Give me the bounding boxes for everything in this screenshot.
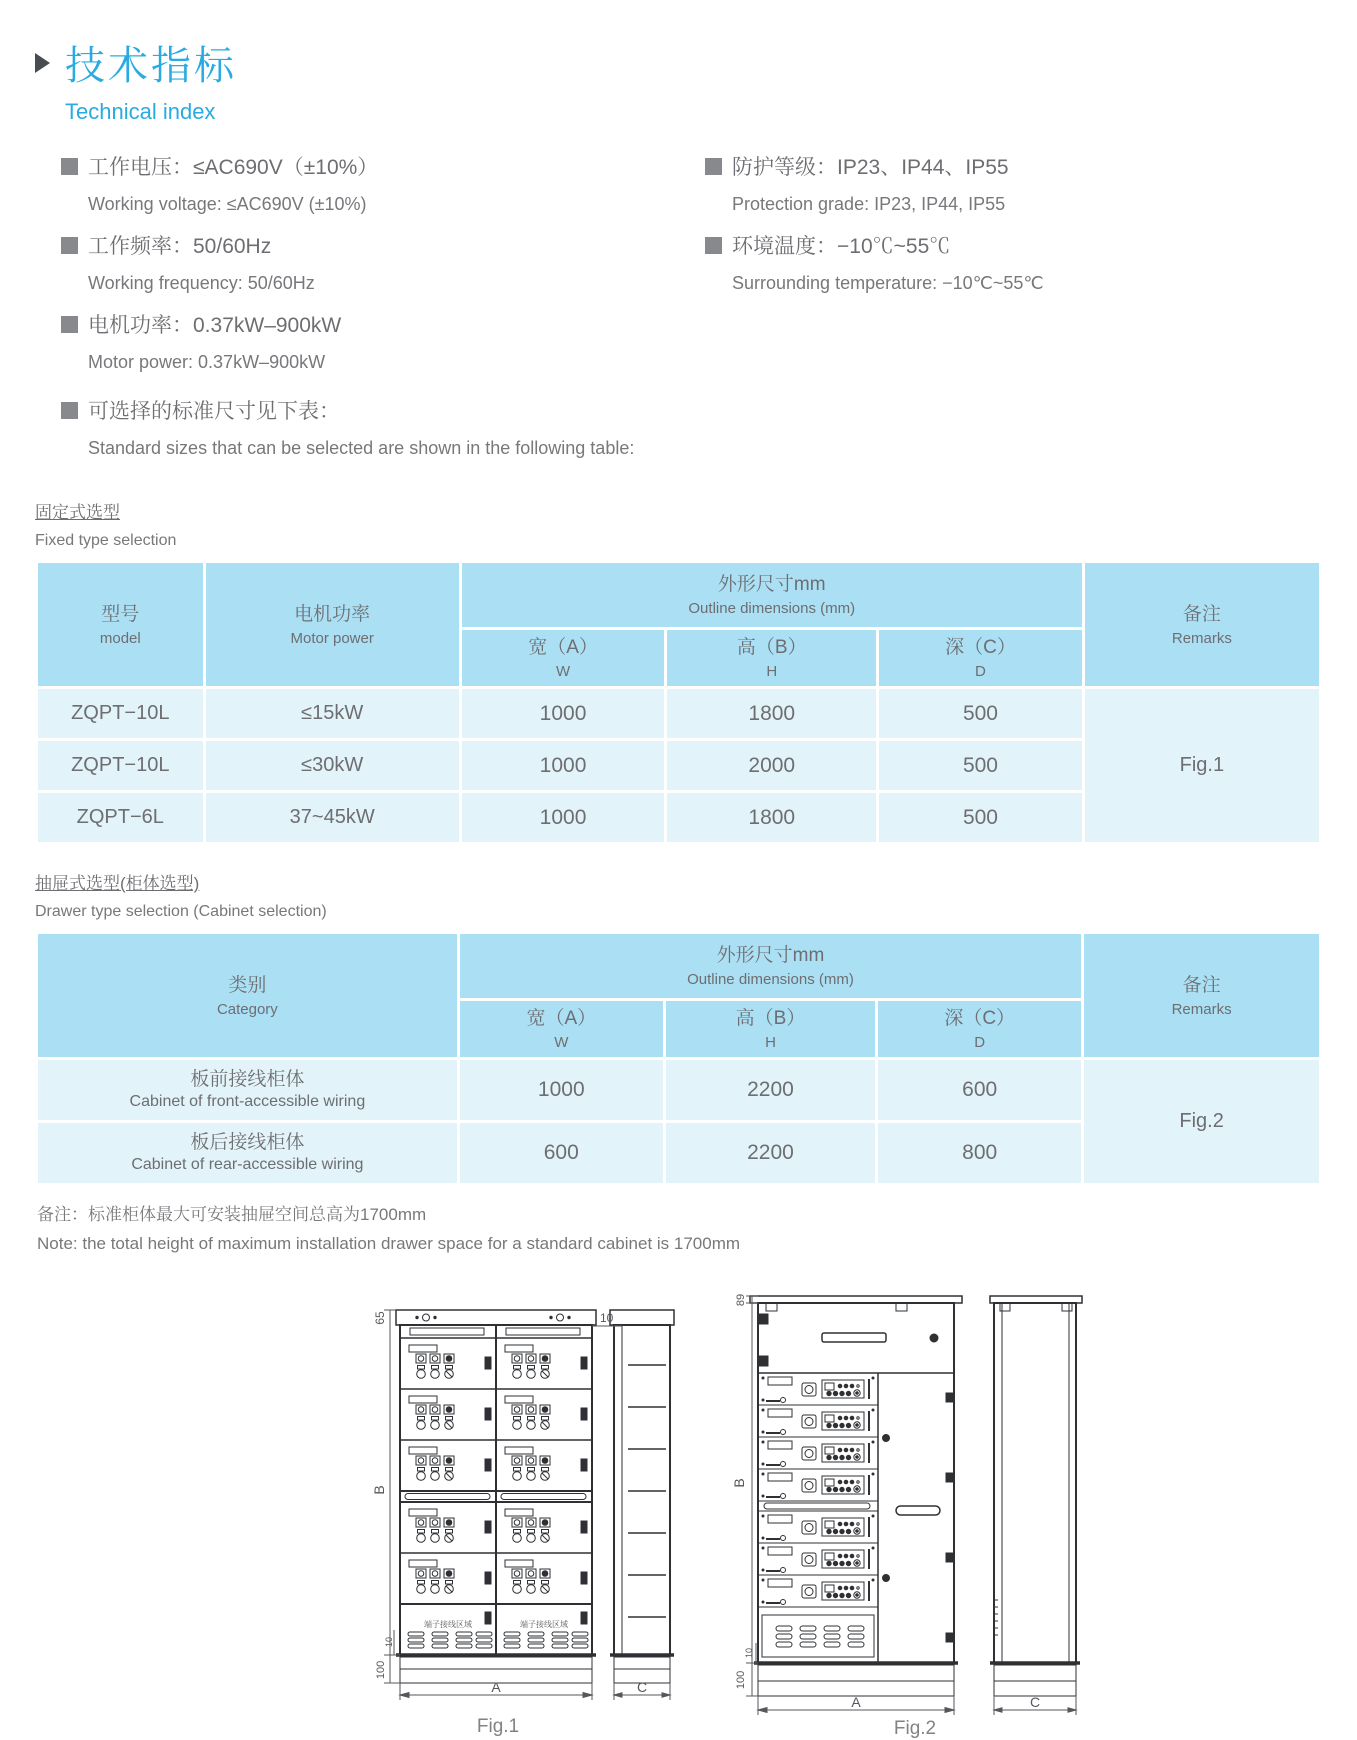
spec-zh-text: 环境温度：−10℃~55℃ — [732, 235, 951, 258]
spec-en-text: Working frequency: 50/60Hz — [88, 273, 315, 293]
svg-text:端子接线区域: 端子接线区域 — [520, 1620, 568, 1629]
drawer-table-section-label — [35, 869, 1322, 921]
cell-model: ZQPT−10L — [38, 689, 203, 738]
col-header-width: 宽（A） W — [462, 630, 665, 686]
section-title-zh: 固定式选型 — [35, 503, 120, 522]
fig2-drawer-units — [758, 1373, 878, 1607]
cell-height: 1800 — [667, 793, 876, 842]
document-header — [35, 34, 1322, 125]
cell-category: 板后接线柜体 Cabinet of rear-accessible wiring — [38, 1123, 457, 1183]
cell-width: 1000 — [460, 1060, 663, 1120]
col-header-outline-dimensions: 外形尺寸mm Outline dimensions (mm) — [460, 934, 1081, 998]
dim-label-C: C — [636, 1679, 648, 1695]
col-header-outline-dimensions: 外形尺寸mm Outline dimensions (mm) — [462, 563, 1082, 627]
section-title-en: Drawer type selection (Cabinet selection) — [35, 903, 327, 920]
bullet-square-icon — [61, 158, 78, 175]
fig2-front-view — [750, 1296, 962, 1696]
spec-zh-text: 工作频率：50/60Hz — [88, 235, 272, 258]
spec-en-text: Motor power: 0.37kW–900kW — [88, 352, 326, 372]
col-header-motor-power: 电机功率 Motor power — [206, 563, 459, 686]
dim-label-B: B — [731, 1478, 747, 1488]
cell-height: 1800 — [667, 689, 876, 738]
section-title-en: Fixed type selection — [35, 532, 177, 549]
cell-height: 2000 — [667, 741, 876, 790]
cell-width: 1000 — [462, 689, 665, 738]
col-header-depth: 深（C） D — [879, 630, 1082, 686]
note-en: Note: the total height of maximum installation drawer space for a standard cabinet is 1700mm — [37, 1234, 741, 1253]
cell-power: 37~45kW — [206, 793, 459, 842]
col-header-remarks: 备注 Remarks — [1084, 934, 1319, 1057]
cell-height: 2200 — [666, 1123, 875, 1183]
spec-en-text: Working voltage: ≤AC690V (±10%) — [88, 194, 367, 214]
dim-label-10-top: 10 — [600, 1311, 614, 1325]
bullet-square-icon — [61, 316, 78, 333]
cell-width: 1000 — [462, 741, 665, 790]
cell-category: 板前接线柜体 Cabinet of front-accessible wiring — [38, 1060, 457, 1120]
cell-model: ZQPT−6L — [38, 793, 203, 842]
spec-list — [61, 151, 1322, 474]
note-zh: 备注：标准柜体最大可安装抽屉空间总高为1700mm — [37, 1205, 427, 1224]
bullet-square-icon — [705, 158, 722, 175]
cell-power: ≤15kW — [206, 689, 459, 738]
spec-working-frequency — [61, 230, 705, 294]
fig1-caption: Fig.1 — [476, 1716, 520, 1737]
fig2-side-view — [990, 1296, 1082, 1696]
dim-label-10: 10 — [744, 1647, 754, 1659]
spec-protection-grade — [705, 151, 1322, 215]
fig1-drawing — [338, 1290, 688, 1740]
dim-label-C: C — [1029, 1694, 1041, 1710]
figures-row — [338, 1278, 1322, 1740]
dim-label-100: 100 — [735, 1670, 747, 1690]
spec-zh-text: 可选择的标准尺寸见下表： — [88, 400, 340, 423]
bullet-square-icon — [705, 237, 722, 254]
dim-label-89: 89 — [735, 1293, 747, 1307]
col-header-height: 高（B） H — [667, 630, 876, 686]
bullet-square-icon — [61, 402, 78, 419]
fixed-table-section-label — [35, 498, 1322, 550]
cell-power: ≤30kW — [206, 741, 459, 790]
spec-en-text: Protection grade: IP23, IP44, IP55 — [732, 194, 1006, 214]
svg-text:端子接线区域: 端子接线区域 — [424, 1620, 472, 1629]
table-note — [37, 1200, 1322, 1254]
cell-depth: 600 — [878, 1060, 1081, 1120]
cell-depth: 500 — [879, 689, 1082, 738]
dim-label-10-vent: 10 — [384, 1636, 394, 1648]
cell-height: 2200 — [666, 1060, 875, 1120]
cell-depth: 500 — [879, 793, 1082, 842]
dim-label-A: A — [491, 1679, 501, 1695]
dim-label-65: 65 — [373, 1311, 387, 1325]
spec-zh-text: 防护等级：IP23、IP44、IP55 — [732, 156, 1009, 179]
page-title: 技术指标 — [65, 44, 237, 88]
cell-width: 1000 — [462, 793, 665, 842]
spec-motor-power — [61, 309, 705, 373]
cell-model: ZQPT−10L — [38, 741, 203, 790]
table-row — [38, 1060, 1319, 1120]
cell-depth: 800 — [878, 1123, 1081, 1183]
spec-en-text: Surrounding temperature: −10℃~55℃ — [732, 273, 1044, 293]
section-title-zh: 抽屉式选型(柜体选型) — [35, 874, 200, 893]
col-header-remarks: 备注 Remarks — [1085, 563, 1319, 686]
dim-label-100: 100 — [375, 1660, 387, 1680]
spec-column-right — [705, 151, 1322, 474]
col-header-depth: 深（C） D — [878, 1001, 1081, 1057]
cell-remark-fig1: Fig.1 — [1085, 689, 1319, 842]
spec-zh-text: 工作电压：≤AC690V（±10%） — [88, 156, 379, 179]
fig2-vent-panel — [776, 1626, 864, 1647]
spec-en-text: Standard sizes that can be selected are shown in the following table: — [88, 438, 635, 458]
cell-width: 600 — [460, 1123, 663, 1183]
col-header-height: 高（B） H — [666, 1001, 875, 1057]
spec-surrounding-temperature — [705, 230, 1322, 294]
bullet-square-icon — [61, 237, 78, 254]
cell-remark-fig2: Fig.2 — [1084, 1060, 1319, 1183]
table-row — [38, 689, 1319, 738]
fig1-terminal-area — [408, 1619, 588, 1648]
fig2-caption: Fig.2 — [893, 1718, 937, 1739]
dim-label-B: B — [371, 1485, 387, 1495]
spec-working-voltage — [61, 151, 705, 215]
fig1-drawer-units — [409, 1345, 587, 1593]
col-header-category: 类别 Category — [38, 934, 457, 1057]
fig1-side-view — [610, 1310, 674, 1683]
page-subtitle: Technical index — [65, 99, 216, 124]
col-header-width: 宽（A） W — [460, 1001, 663, 1057]
spec-standard-sizes — [61, 395, 705, 459]
section-arrow-icon — [35, 53, 50, 73]
spec-zh-text: 电机功率：0.37kW–900kW — [88, 314, 342, 337]
col-header-model: 型号 model — [38, 563, 203, 686]
cell-depth: 500 — [879, 741, 1082, 790]
spec-column-left — [61, 151, 705, 474]
fixed-type-table — [35, 560, 1322, 845]
drawer-type-table — [35, 931, 1322, 1186]
dim-label-A: A — [851, 1694, 861, 1710]
fig2-drawing — [700, 1278, 1120, 1740]
